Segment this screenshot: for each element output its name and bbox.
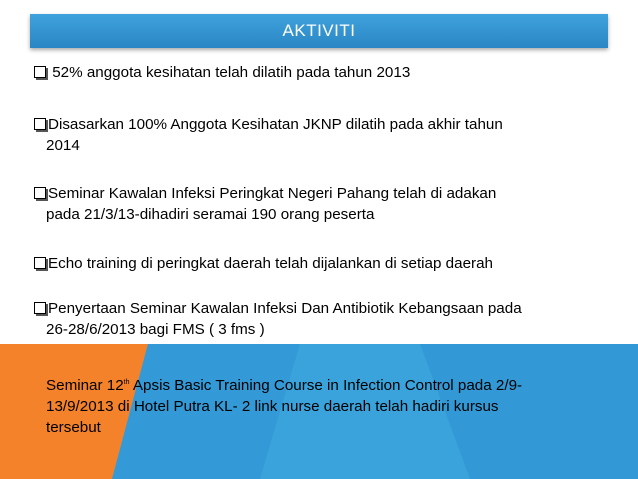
checkbox-bullet-icon (34, 302, 46, 314)
checkbox-bullet-icon (34, 187, 46, 199)
bullet-text: Disasarkan 100% Anggota Kesihatan JKNP dilatih pada akhir tahun (48, 116, 503, 133)
footer-line-1-rest: Apsis Basic Training Course in Infection Control pada 2/9- (129, 377, 523, 394)
bullet-item (34, 253, 614, 274)
footer-line-1: Seminar 12 (46, 377, 124, 394)
title-bar (30, 14, 608, 48)
bullet-item (34, 298, 614, 340)
bullet-text: Penyertaan Seminar Kawalan Infeksi Dan Antibiotik Kebangsaan pada (48, 300, 522, 317)
footer-text (46, 372, 626, 438)
bullet-text: Seminar Kawalan Infeksi Peringkat Negeri Pahang telah di adakan (48, 185, 497, 202)
bullet-text-continuation: pada 21/3/13-dihadiri seramai 190 orang peserta (46, 206, 375, 223)
bullet-text-continuation: 2014 (46, 137, 80, 154)
checkbox-bullet-icon (34, 66, 46, 78)
footer-line-2: 13/9/2013 di Hotel Putra KL- 2 link nurse daerah telah hadiri kursus (46, 398, 499, 415)
bullet-text-continuation: 26-28/6/2013 bagi FMS ( 3 fms ) (46, 321, 265, 338)
bullet-text: Echo training di peringkat daerah telah dijalankan di setiap daerah (48, 255, 493, 272)
checkbox-bullet-icon (34, 257, 46, 269)
bullet-text: 52% anggota kesihatan telah dilatih pada tahun 2013 (48, 64, 411, 81)
bullet-item (34, 62, 614, 83)
bullet-item (34, 114, 614, 156)
checkbox-bullet-icon (34, 118, 46, 130)
bullet-item (34, 183, 614, 225)
slide-title: AKTIVITI (282, 21, 356, 40)
footer-line-3: tersebut (46, 419, 101, 436)
footer-superscript: th (123, 379, 130, 386)
